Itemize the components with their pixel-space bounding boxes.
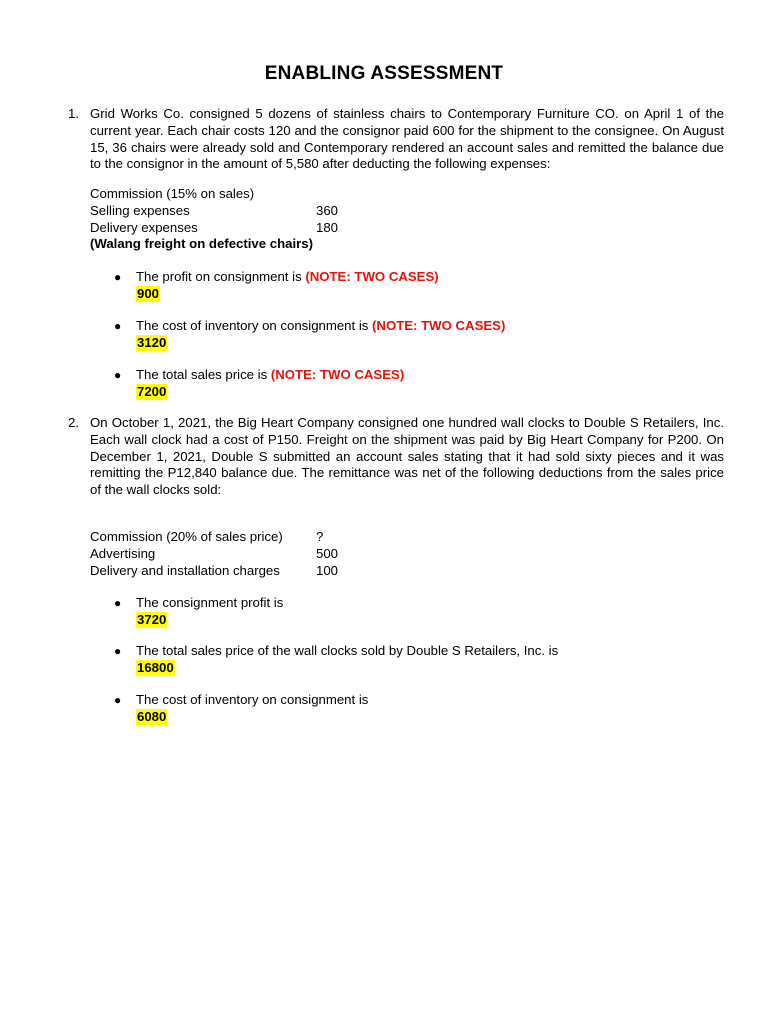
question-note: (NOTE: TWO CASES) (270, 367, 405, 382)
problem-1 (68, 106, 724, 173)
expense-row (90, 529, 338, 546)
question-text: The total sales price of the wall clocks sold by Double S Retailers, Inc. is (136, 643, 559, 658)
problem-1-number: 1. (68, 106, 79, 121)
problem-1-question-2 (114, 318, 505, 351)
expense-row (90, 563, 338, 580)
bullet-icon: ● (114, 644, 122, 658)
expense-label: Commission (20% of sales price) (90, 529, 283, 544)
problem-2-question-2 (114, 643, 558, 676)
question-text: The total sales price is (136, 367, 271, 382)
problem-1-expenses (90, 186, 338, 253)
expense-label: Commission (15% on sales) (90, 186, 255, 201)
expense-row (90, 220, 338, 237)
bullet-icon: ● (114, 596, 122, 610)
expense-label: Selling expenses (90, 202, 190, 218)
expense-label: Delivery expenses (90, 219, 198, 235)
expense-label: Delivery and installation charges (90, 562, 280, 578)
expense-amount: 500 (316, 545, 339, 561)
expense-label: Advertising (90, 545, 156, 561)
problem-2-text: On October 1, 2021, the Big Heart Company consigned one hundred wall clocks to Double S Retailers, Inc. Each wall clock had a cost of P150. Freight on the shipment was paid by Big Heart Company for P200. On December 1, 2021, Double S submitted an account sales stating that it had sold sixty pieces and it was remitting the P12,840 balance due. The remittance was net of the following deductions from the sales price of the wall clocks sold: (90, 415, 724, 498)
expense-row (90, 546, 338, 563)
expense-amount: ? (316, 529, 324, 544)
answer-highlight: 900 (137, 285, 160, 301)
expense-row (90, 203, 338, 220)
question-text: The consignment profit is (136, 595, 284, 610)
problem-1-text: Grid Works Co. consigned 5 dozens of stainless chairs to Contemporary Furniture CO. on April 1 of the current year. Each chair costs 120 and the consignor paid 600 for the shipment to the consignee. On August 15, 36 chairs were already sold and Contemporary rendered an account sales and remitted the balance due to the consignor in the amount of 5,580 after deducting the following expenses: (90, 106, 724, 172)
answer-highlight: 3720 (137, 611, 167, 627)
problem-2 (68, 415, 724, 499)
problem-1-question-3 (114, 367, 404, 400)
problem-2-expenses (90, 529, 338, 579)
answer-highlight: 3120 (137, 334, 167, 350)
bullet-icon: ● (114, 368, 122, 382)
question-text: The cost of inventory on consignment is (136, 692, 369, 707)
problem-2-question-3 (114, 692, 368, 725)
question-note: (NOTE: TWO CASES) (305, 269, 439, 284)
answer-highlight: 6080 (137, 708, 167, 724)
bullet-icon: ● (114, 270, 122, 284)
answer-highlight: 7200 (137, 383, 167, 399)
question-text: The profit on consignment is (136, 269, 306, 284)
question-note: (NOTE: TWO CASES) (372, 318, 506, 333)
answer-highlight: 16800 (137, 659, 174, 675)
expense-row (90, 186, 338, 203)
problem-1-note: (Walang freight on defective chairs) (90, 236, 314, 252)
question-text: The cost of inventory on consignment is (136, 318, 373, 333)
problem-2-question-1 (114, 595, 283, 628)
bullet-icon: ● (114, 319, 122, 333)
problem-2-number: 2. (68, 415, 79, 430)
bullet-icon: ● (114, 693, 122, 707)
page-title: ENABLING ASSESSMENT (264, 63, 504, 84)
expense-amount: 180 (316, 219, 339, 235)
expense-amount: 100 (316, 562, 339, 578)
problem-1-question-1 (114, 269, 439, 302)
expense-amount: 360 (316, 202, 339, 218)
